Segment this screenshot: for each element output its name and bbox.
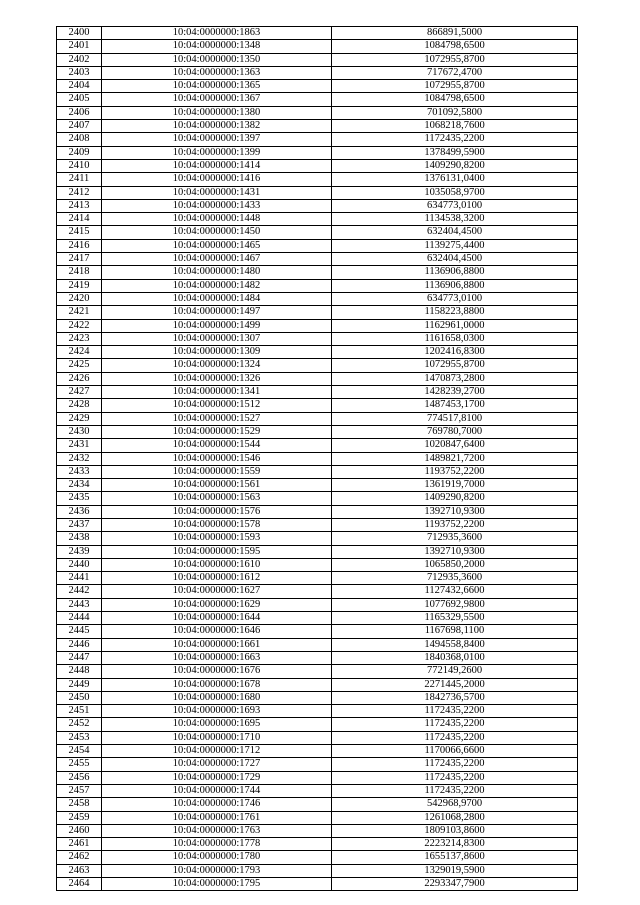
table-row [57,731,578,744]
value-cell: 2293347,7900 [332,878,578,891]
value-cell: 1158223,8800 [332,306,578,319]
table-row [57,40,578,53]
cadastral-number-cell: 10:04:0000000:1863 [102,27,332,40]
table-row [57,705,578,718]
cadastral-number-cell: 10:04:0000000:1399 [102,146,332,159]
row-number-cell: 2457 [57,784,102,797]
row-number-cell: 2419 [57,279,102,292]
value-cell: 1161658,0300 [332,332,578,345]
cadastral-number-cell: 10:04:0000000:1484 [102,292,332,305]
value-cell: 1842736,5700 [332,691,578,704]
row-number-cell: 2443 [57,598,102,611]
value-cell: 1072955,8700 [332,53,578,66]
cadastral-number-cell: 10:04:0000000:1727 [102,758,332,771]
value-cell: 2271445,2000 [332,678,578,691]
value-cell: 1494558,8400 [332,638,578,651]
table-row [57,545,578,558]
row-number-cell: 2408 [57,133,102,146]
table-body [57,27,578,891]
row-number-cell: 2410 [57,159,102,172]
value-cell: 1162961,0000 [332,319,578,332]
cadastral-number-cell: 10:04:0000000:1563 [102,492,332,505]
value-cell: 1361919,7000 [332,479,578,492]
value-cell: 1329019,5900 [332,864,578,877]
row-number-cell: 2415 [57,226,102,239]
value-cell: 1172435,2200 [332,771,578,784]
row-number-cell: 2403 [57,66,102,79]
cadastral-number-cell: 10:04:0000000:1382 [102,120,332,133]
table-row [57,186,578,199]
value-cell: 1487453,1700 [332,399,578,412]
cadastral-number-cell: 10:04:0000000:1559 [102,465,332,478]
value-cell: 634773,0100 [332,199,578,212]
row-number-cell: 2440 [57,558,102,571]
table-row [57,598,578,611]
row-number-cell: 2453 [57,731,102,744]
row-number-cell: 2421 [57,306,102,319]
row-number-cell: 2416 [57,239,102,252]
cadastral-number-cell: 10:04:0000000:1793 [102,864,332,877]
table-row [57,359,578,372]
value-cell: 1809103,8600 [332,824,578,837]
cadastral-number-cell: 10:04:0000000:1397 [102,133,332,146]
value-cell: 1376131,0400 [332,173,578,186]
cadastral-number-cell: 10:04:0000000:1380 [102,106,332,119]
table-row [57,745,578,758]
cadastral-number-cell: 10:04:0000000:1367 [102,93,332,106]
row-number-cell: 2400 [57,27,102,40]
cadastral-number-cell: 10:04:0000000:1480 [102,266,332,279]
row-number-cell: 2463 [57,864,102,877]
value-cell: 1035058,9700 [332,186,578,199]
cadastral-number-cell: 10:04:0000000:1729 [102,771,332,784]
row-number-cell: 2433 [57,465,102,478]
table-row [57,399,578,412]
row-number-cell: 2417 [57,253,102,266]
table-row [57,612,578,625]
row-number-cell: 2447 [57,651,102,664]
row-number-cell: 2446 [57,638,102,651]
value-cell: 1409290,8200 [332,159,578,172]
table-row [57,306,578,319]
row-number-cell: 2434 [57,479,102,492]
cadastral-number-cell: 10:04:0000000:1448 [102,213,332,226]
row-number-cell: 2454 [57,745,102,758]
document-page [56,26,578,891]
table-row [57,106,578,119]
cadastral-number-cell: 10:04:0000000:1414 [102,159,332,172]
table-row [57,159,578,172]
cadastral-number-cell: 10:04:0000000:1761 [102,811,332,824]
row-number-cell: 2412 [57,186,102,199]
row-number-cell: 2450 [57,691,102,704]
row-number-cell: 2420 [57,292,102,305]
row-number-cell: 2456 [57,771,102,784]
value-cell: 1165329,5500 [332,612,578,625]
value-cell: 1172435,2200 [332,758,578,771]
row-number-cell: 2460 [57,824,102,837]
row-number-cell: 2423 [57,332,102,345]
table-row [57,239,578,252]
row-number-cell: 2435 [57,492,102,505]
row-number-cell: 2427 [57,386,102,399]
table-row [57,386,578,399]
value-cell: 1172435,2200 [332,705,578,718]
table-row [57,133,578,146]
row-number-cell: 2428 [57,399,102,412]
table-row [57,439,578,452]
table-row [57,66,578,79]
row-number-cell: 2411 [57,173,102,186]
cadastral-number-cell: 10:04:0000000:1326 [102,372,332,385]
cadastral-number-cell: 10:04:0000000:1433 [102,199,332,212]
table-row [57,279,578,292]
cadastral-number-cell: 10:04:0000000:1544 [102,439,332,452]
cadastral-number-cell: 10:04:0000000:1546 [102,452,332,465]
row-number-cell: 2448 [57,665,102,678]
cadastral-number-cell: 10:04:0000000:1778 [102,838,332,851]
cadastral-number-cell: 10:04:0000000:1576 [102,505,332,518]
cadastral-number-cell: 10:04:0000000:1746 [102,798,332,811]
row-number-cell: 2404 [57,80,102,93]
cadastral-number-cell: 10:04:0000000:1744 [102,784,332,797]
table-row [57,771,578,784]
row-number-cell: 2449 [57,678,102,691]
value-cell: 769780,7000 [332,425,578,438]
row-number-cell: 2406 [57,106,102,119]
value-cell: 1392710,9300 [332,545,578,558]
table-row [57,838,578,851]
row-number-cell: 2458 [57,798,102,811]
value-cell: 542968,9700 [332,798,578,811]
value-cell: 2223214,8300 [332,838,578,851]
cadastral-number-cell: 10:04:0000000:1710 [102,731,332,744]
row-number-cell: 2418 [57,266,102,279]
row-number-cell: 2455 [57,758,102,771]
value-cell: 712935,3600 [332,532,578,545]
value-cell: 712935,3600 [332,572,578,585]
table-row [57,864,578,877]
value-cell: 1072955,8700 [332,80,578,93]
cadastral-number-cell: 10:04:0000000:1348 [102,40,332,53]
row-number-cell: 2441 [57,572,102,585]
cadastral-number-cell: 10:04:0000000:1693 [102,705,332,718]
table-row [57,465,578,478]
value-cell: 774517,8100 [332,412,578,425]
value-cell: 1261068,2800 [332,811,578,824]
row-number-cell: 2439 [57,545,102,558]
cadastral-number-cell: 10:04:0000000:1629 [102,598,332,611]
cadastral-number-cell: 10:04:0000000:1780 [102,851,332,864]
table-row [57,226,578,239]
table-row [57,758,578,771]
cadastral-number-cell: 10:04:0000000:1512 [102,399,332,412]
table-row [57,638,578,651]
cadastral-number-cell: 10:04:0000000:1350 [102,53,332,66]
row-number-cell: 2462 [57,851,102,864]
table-row [57,319,578,332]
cadastral-number-cell: 10:04:0000000:1627 [102,585,332,598]
table-row [57,824,578,837]
value-cell: 1655137,8600 [332,851,578,864]
value-cell: 1840368,0100 [332,651,578,664]
value-cell: 1378499,5900 [332,146,578,159]
table-row [57,651,578,664]
table-row [57,811,578,824]
row-number-cell: 2444 [57,612,102,625]
value-cell: 1136906,8800 [332,266,578,279]
row-number-cell: 2452 [57,718,102,731]
value-cell: 1167698,1100 [332,625,578,638]
row-number-cell: 2430 [57,425,102,438]
cadastral-number-cell: 10:04:0000000:1450 [102,226,332,239]
row-number-cell: 2405 [57,93,102,106]
value-cell: 1084798,6500 [332,93,578,106]
table-row [57,505,578,518]
row-number-cell: 2461 [57,838,102,851]
row-number-cell: 2431 [57,439,102,452]
row-number-cell: 2437 [57,518,102,531]
table-row [57,585,578,598]
row-number-cell: 2451 [57,705,102,718]
value-cell: 866891,5000 [332,27,578,40]
cadastral-number-cell: 10:04:0000000:1676 [102,665,332,678]
row-number-cell: 2426 [57,372,102,385]
table-row [57,412,578,425]
cadastral-number-cell: 10:04:0000000:1324 [102,359,332,372]
cadastral-number-cell: 10:04:0000000:1612 [102,572,332,585]
table-row [57,93,578,106]
value-cell: 1068218,7600 [332,120,578,133]
row-number-cell: 2422 [57,319,102,332]
row-number-cell: 2402 [57,53,102,66]
table-row [57,332,578,345]
table-row [57,213,578,226]
value-cell: 632404,4500 [332,226,578,239]
table-row [57,718,578,731]
cadastral-number-cell: 10:04:0000000:1678 [102,678,332,691]
row-number-cell: 2413 [57,199,102,212]
cadastral-number-cell: 10:04:0000000:1680 [102,691,332,704]
cadastral-number-cell: 10:04:0000000:1482 [102,279,332,292]
cadastral-number-cell: 10:04:0000000:1529 [102,425,332,438]
value-cell: 1172435,2200 [332,133,578,146]
table-row [57,452,578,465]
row-number-cell: 2424 [57,346,102,359]
cadastral-number-cell: 10:04:0000000:1661 [102,638,332,651]
row-number-cell: 2429 [57,412,102,425]
value-cell: 1193752,2200 [332,465,578,478]
value-cell: 1139275,4400 [332,239,578,252]
cadastral-number-cell: 10:04:0000000:1309 [102,346,332,359]
table-row [57,665,578,678]
cadastral-number-cell: 10:04:0000000:1663 [102,651,332,664]
cadastral-number-cell: 10:04:0000000:1465 [102,239,332,252]
value-cell: 1172435,2200 [332,784,578,797]
row-number-cell: 2464 [57,878,102,891]
value-cell: 1077692,9800 [332,598,578,611]
value-cell: 1202416,8300 [332,346,578,359]
cadastral-number-cell: 10:04:0000000:1363 [102,66,332,79]
value-cell: 1409290,8200 [332,492,578,505]
cadastral-number-cell: 10:04:0000000:1610 [102,558,332,571]
value-cell: 1489821,7200 [332,452,578,465]
cadastral-number-cell: 10:04:0000000:1497 [102,306,332,319]
cadastral-number-cell: 10:04:0000000:1499 [102,319,332,332]
table-row [57,80,578,93]
table-row [57,266,578,279]
value-cell: 1136906,8800 [332,279,578,292]
table-row [57,798,578,811]
value-cell: 1072955,8700 [332,359,578,372]
row-number-cell: 2425 [57,359,102,372]
table-row [57,27,578,40]
cadastral-number-cell: 10:04:0000000:1365 [102,80,332,93]
value-cell: 1170066,6600 [332,745,578,758]
value-cell: 717672,4700 [332,66,578,79]
table-row [57,372,578,385]
table-row [57,532,578,545]
table-row [57,518,578,531]
value-cell: 1428239,2700 [332,386,578,399]
table-row [57,784,578,797]
table-row [57,625,578,638]
cadastral-number-cell: 10:04:0000000:1593 [102,532,332,545]
cadastral-number-cell: 10:04:0000000:1695 [102,718,332,731]
cadastral-number-cell: 10:04:0000000:1644 [102,612,332,625]
row-number-cell: 2438 [57,532,102,545]
row-number-cell: 2409 [57,146,102,159]
cadastral-number-cell: 10:04:0000000:1416 [102,173,332,186]
value-cell: 1084798,6500 [332,40,578,53]
table-row [57,678,578,691]
value-cell: 701092,5800 [332,106,578,119]
table-row [57,572,578,585]
table-row [57,173,578,186]
table-row [57,346,578,359]
table-row [57,691,578,704]
table-row [57,120,578,133]
row-number-cell: 2445 [57,625,102,638]
value-cell: 1065850,2000 [332,558,578,571]
cadastral-number-cell: 10:04:0000000:1561 [102,479,332,492]
value-cell: 632404,4500 [332,253,578,266]
row-number-cell: 2401 [57,40,102,53]
table-row [57,425,578,438]
cadastral-number-cell: 10:04:0000000:1795 [102,878,332,891]
table-row [57,878,578,891]
cadastral-number-cell: 10:04:0000000:1307 [102,332,332,345]
row-number-cell: 2414 [57,213,102,226]
table-row [57,479,578,492]
value-cell: 1134538,3200 [332,213,578,226]
table-row [57,851,578,864]
row-number-cell: 2407 [57,120,102,133]
table-row [57,253,578,266]
cadastral-number-cell: 10:04:0000000:1595 [102,545,332,558]
cadastral-number-cell: 10:04:0000000:1712 [102,745,332,758]
table-row [57,558,578,571]
cadastral-number-cell: 10:04:0000000:1646 [102,625,332,638]
table-row [57,199,578,212]
value-cell: 1172435,2200 [332,731,578,744]
cadastral-number-cell: 10:04:0000000:1763 [102,824,332,837]
row-number-cell: 2432 [57,452,102,465]
value-cell: 1020847,6400 [332,439,578,452]
cadastral-number-cell: 10:04:0000000:1578 [102,518,332,531]
value-cell: 634773,0100 [332,292,578,305]
table-row [57,53,578,66]
row-number-cell: 2459 [57,811,102,824]
cadastral-number-cell: 10:04:0000000:1431 [102,186,332,199]
table-row [57,492,578,505]
table-row [57,292,578,305]
value-cell: 1172435,2200 [332,718,578,731]
row-number-cell: 2442 [57,585,102,598]
cadastral-number-cell: 10:04:0000000:1527 [102,412,332,425]
cadastral-number-cell: 10:04:0000000:1341 [102,386,332,399]
cadastral-value-table [56,26,578,891]
value-cell: 772149,2600 [332,665,578,678]
cadastral-number-cell: 10:04:0000000:1467 [102,253,332,266]
value-cell: 1127432,6600 [332,585,578,598]
row-number-cell: 2436 [57,505,102,518]
value-cell: 1470873,2800 [332,372,578,385]
value-cell: 1193752,2200 [332,518,578,531]
table-row [57,146,578,159]
value-cell: 1392710,9300 [332,505,578,518]
